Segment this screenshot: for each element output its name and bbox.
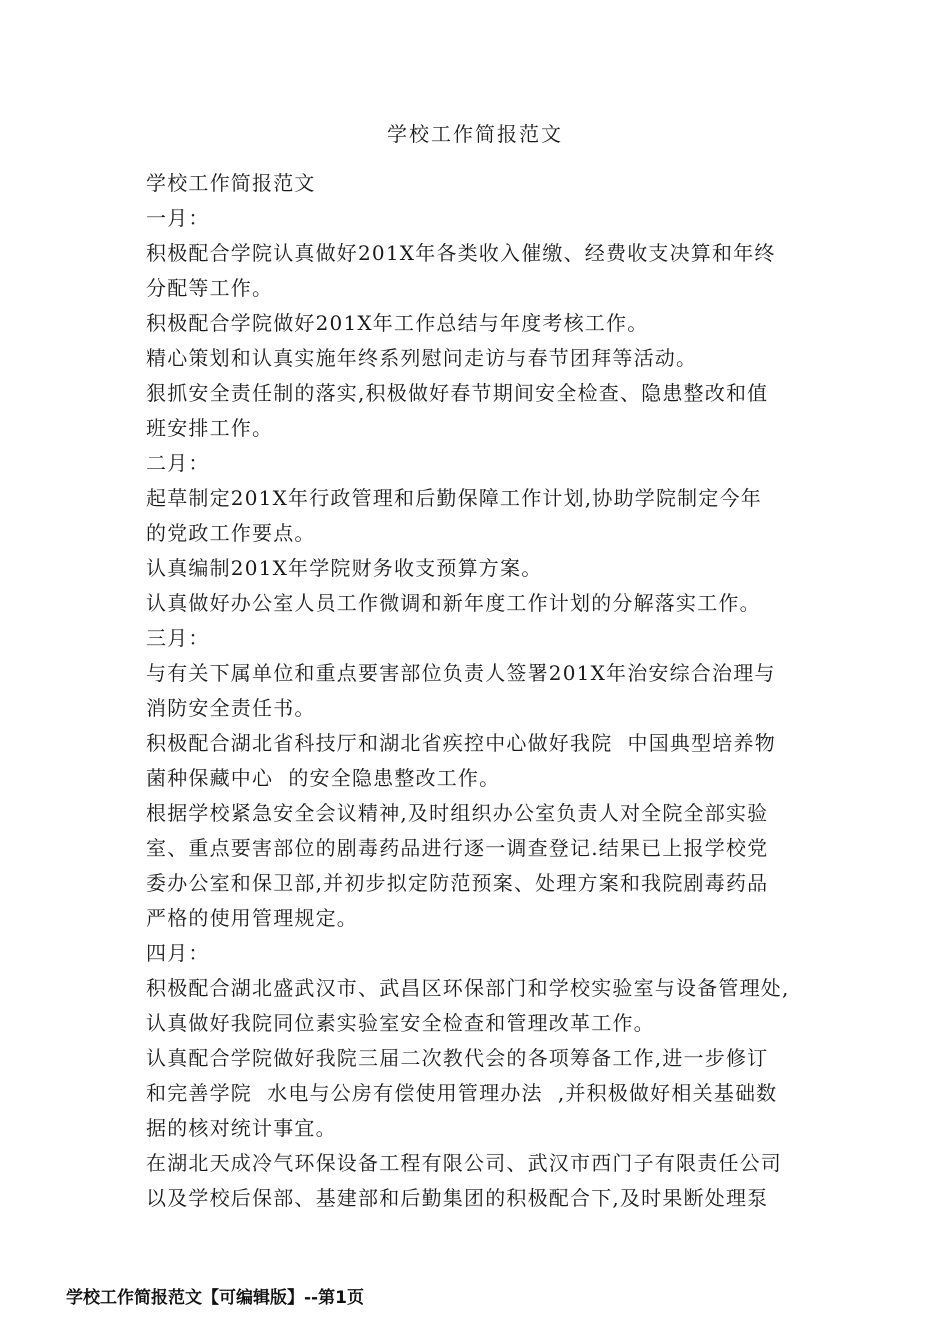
body-line: 积极配合湖北省科技厅和湖北省疾控中心做好我院 中国典型培养物	[146, 731, 776, 755]
body-line: 学校工作简报范文	[146, 171, 316, 195]
document-title: 学校工作简报范文	[387, 122, 563, 146]
body-line: 认真做好我院同位素实验室安全检查和管理改革工作。	[146, 1011, 655, 1035]
body-line: 四月：	[146, 941, 210, 965]
body-line: 积极配合学院做好201X年工作总结与年度考核工作。	[146, 311, 649, 335]
body-line: 在湖北天成冷气环保设备工程有限公司、武汉市西门子有限责任公司	[146, 1151, 782, 1175]
body-line: 认真做好办公室人员工作微调和新年度工作计划的分解落实工作。	[146, 591, 761, 615]
body-line: 起草制定201X年行政管理和后勤保障工作计划,协助学院制定今年	[146, 486, 762, 510]
body-line: 分配等工作。	[146, 276, 274, 300]
body-line: 三月：	[146, 626, 210, 650]
page-footer: 学校工作简报范文【可编辑版】--第1页	[66, 1288, 364, 1308]
body-line: 认真编制201X年学院财务收支预算方案。	[146, 556, 543, 580]
body-line: 班安排工作。	[146, 416, 274, 440]
body-line: 和完善学院 水电与公房有偿使用管理办法 ,并积极做好相关基础数	[146, 1081, 778, 1105]
body-line: 据的核对统计事宜。	[146, 1116, 337, 1140]
body-line: 二月：	[146, 451, 210, 475]
body-line: 菌种保藏中心 的安全隐患整改工作。	[146, 766, 501, 790]
body-line: 的党政工作要点。	[146, 521, 316, 545]
body-line: 精心策划和认真实施年终系列慰问走访与春节团拜等活动。	[146, 346, 698, 370]
body-line: 严格的使用管理规定。	[146, 906, 358, 930]
body-line: 积极配合湖北盛武汉市、武昌区环保部门和学校实验室与设备管理处,	[146, 976, 790, 1000]
body-line: 消防安全责任书。	[146, 696, 316, 720]
body-line: 委办公室和保卫部,并初步拟定防范预案、处理方案和我院剧毒药品	[146, 871, 769, 895]
body-line: 狠抓安全责任制的落实,积极做好春节期间安全检查、隐患整改和值	[146, 381, 769, 405]
body-line: 根据学校紧急安全会议精神,及时组织办公室负责人对全院全部实验	[146, 801, 769, 825]
document-body	[146, 166, 818, 1216]
body-line: 认真配合学院做好我院三届二次教代会的各项筹备工作,进一步修订	[146, 1046, 769, 1070]
body-line: 一月：	[146, 206, 210, 230]
body-line: 室、重点要害部位的剧毒药品进行逐一调查登记.结果已上报学校党	[146, 836, 769, 860]
body-line: 与有关下属单位和重点要害部位负责人签署201X年治安综合治理与	[146, 661, 776, 685]
body-line: 积极配合学院认真做好201X年各类收入催缴、经费收支决算和年终	[146, 241, 776, 265]
body-line: 以及学校后保部、基建部和后勤集团的积极配合下,及时果断处理泵	[146, 1186, 769, 1210]
